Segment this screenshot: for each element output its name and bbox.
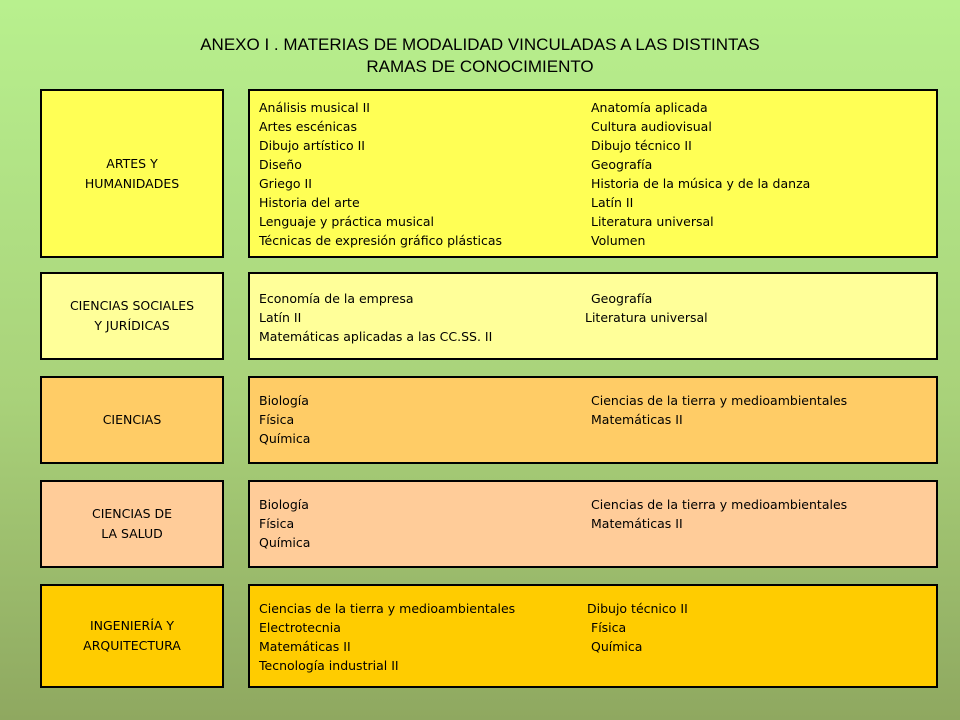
subject-left: Química	[259, 535, 311, 550]
subject-left: Análisis musical II	[259, 100, 370, 115]
branch-label-ciencias-sociales	[40, 272, 224, 360]
subject-row	[259, 618, 936, 637]
branch-label-line: CIENCIAS DE	[91, 506, 173, 521]
subject-left: Física	[259, 516, 295, 531]
subject-right: Latín II	[591, 195, 634, 210]
branch-label-line: Y JURÍDICAS	[94, 318, 170, 333]
subject-row	[259, 514, 936, 533]
subject-left: Biología	[259, 393, 309, 408]
subject-row	[259, 656, 936, 675]
subject-left: Dibujo artístico II	[259, 138, 365, 153]
subject-row	[259, 429, 936, 448]
branch-label-artes-humanidades	[40, 89, 224, 258]
branch-label-line: CIENCIAS	[102, 412, 162, 427]
subject-left: Electrotecnia	[259, 620, 341, 635]
subject-row	[259, 410, 936, 429]
subjects-box-ciencias-salud	[248, 480, 938, 568]
subject-row	[259, 155, 936, 174]
subject-left: Economía de la empresa	[259, 291, 414, 306]
subject-right: Volumen	[591, 233, 646, 248]
subject-row	[259, 495, 936, 514]
subject-row	[259, 637, 936, 656]
subject-right: Geografía	[591, 291, 653, 306]
subject-left: Latín II	[259, 310, 302, 325]
title-line-1: ANEXO I . MATERIAS DE MODALIDAD VINCULADAS A LAS DISTINTAS	[200, 35, 760, 54]
subject-right: Ciencias de la tierra y medioambientales	[591, 497, 848, 512]
subject-right: Ciencias de la tierra y medioambientales	[591, 393, 848, 408]
branch-label-line: INGENIERÍA Y	[89, 618, 175, 633]
subject-left: Historia del arte	[259, 195, 360, 210]
page-title	[0, 34, 960, 78]
subject-right: Dibujo técnico II	[591, 138, 692, 153]
title-line-2: RAMAS DE CONOCIMIENTO	[366, 57, 594, 76]
subject-right: Literatura universal	[585, 310, 708, 325]
subject-right: Geografía	[591, 157, 653, 172]
subject-left: Griego II	[259, 176, 312, 191]
branch-label-ciencias-salud	[40, 480, 224, 568]
branch-label-ingenieria	[40, 584, 224, 688]
subject-left: Física	[259, 412, 295, 427]
subjects-box-ingenieria	[248, 584, 938, 688]
subject-row	[259, 327, 936, 346]
subject-row	[259, 98, 936, 117]
subjects-box-ciencias-sociales	[248, 272, 938, 360]
subjects-box-ciencias	[248, 376, 938, 464]
subject-row	[259, 231, 936, 250]
branch-label-ciencias	[40, 376, 224, 464]
subject-right: Física	[591, 620, 627, 635]
subject-right: Historia de la música y de la danza	[591, 176, 811, 191]
subject-right: Química	[591, 639, 643, 654]
subject-right: Cultura audiovisual	[591, 119, 712, 134]
subject-left: Matemáticas aplicadas a las CC.SS. II	[259, 329, 493, 344]
branch-label-line: LA SALUD	[101, 526, 163, 541]
subject-left: Matemáticas II	[259, 639, 351, 654]
subject-row	[259, 533, 936, 552]
branch-label-line: ARQUITECTURA	[83, 638, 181, 653]
subject-left: Tecnología industrial II	[259, 658, 399, 673]
subject-right: Matemáticas II	[591, 516, 683, 531]
subject-row	[259, 212, 936, 231]
subject-row	[259, 308, 936, 327]
subject-left: Técnicas de expresión gráfico plásticas	[259, 233, 503, 248]
subject-right: Anatomía aplicada	[591, 100, 708, 115]
branch-label-line: CIENCIAS SOCIALES	[69, 298, 195, 313]
subject-right: Dibujo técnico II	[587, 601, 688, 616]
subject-left: Biología	[259, 497, 309, 512]
subject-left: Química	[259, 431, 311, 446]
subject-left: Lenguaje y práctica musical	[259, 214, 434, 229]
subject-row	[259, 599, 936, 618]
subject-right: Matemáticas II	[591, 412, 683, 427]
subject-right: Literatura universal	[591, 214, 714, 229]
subject-row	[259, 193, 936, 212]
subject-row	[259, 174, 936, 193]
subject-row	[259, 289, 936, 308]
subject-left: Diseño	[259, 157, 302, 172]
branch-label-line: HUMANIDADES	[84, 175, 180, 191]
subject-left: Ciencias de la tierra y medioambientales	[259, 601, 516, 616]
subjects-box-artes-humanidades	[248, 89, 938, 258]
subject-row	[259, 117, 936, 136]
subject-row	[259, 136, 936, 155]
branch-label-line: ARTES Y	[106, 155, 158, 171]
subject-left: Artes escénicas	[259, 119, 357, 134]
subject-row	[259, 391, 936, 410]
